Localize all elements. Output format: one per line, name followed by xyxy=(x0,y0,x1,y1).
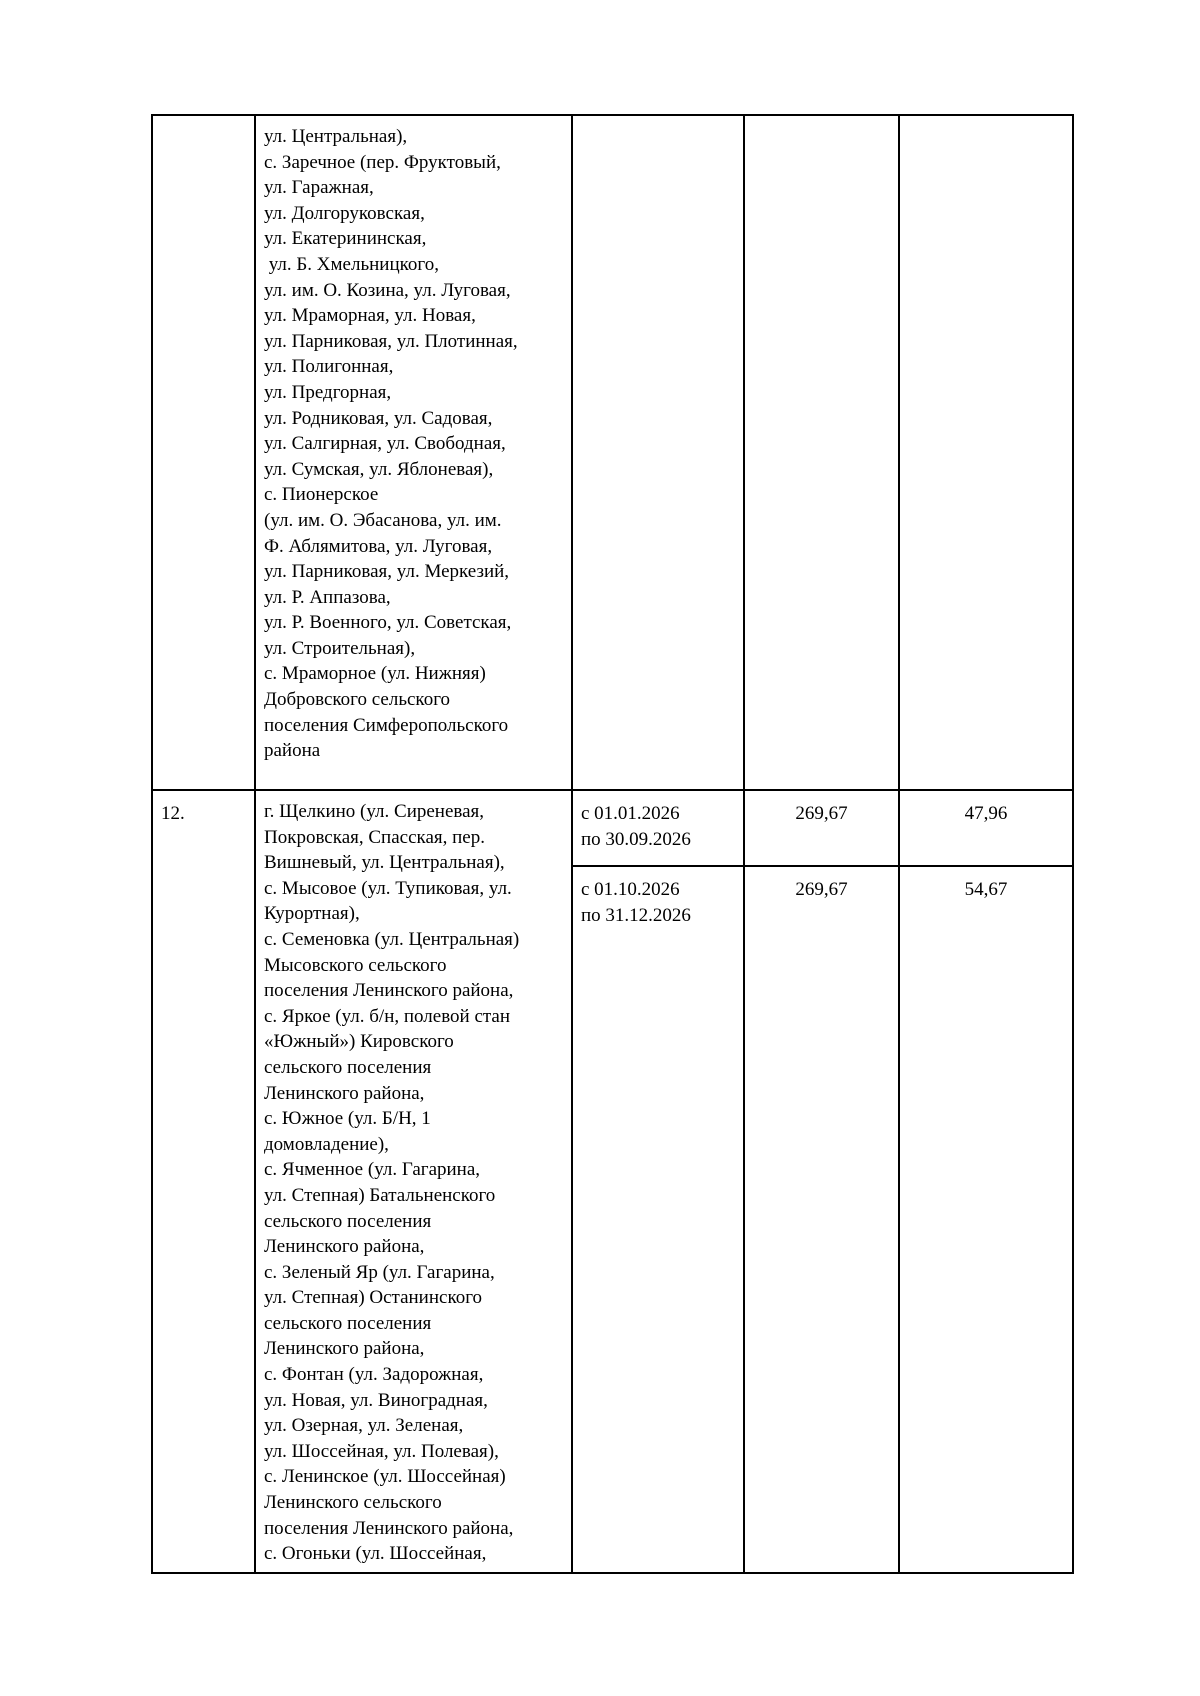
territory-line: поселения Ленинского района, xyxy=(264,980,514,1002)
territory-line: Ленинского района, xyxy=(264,1338,425,1360)
territory-line: ул. Салгирная, ул. Свободная, xyxy=(264,433,506,455)
territory-line: ул. Мраморная, ул. Новая, xyxy=(264,305,476,327)
territory-line: с. Яркое (ул. б/н, полевой стан xyxy=(264,1005,511,1027)
period-cell xyxy=(572,790,744,866)
territory-line: с. Ячменное (ул. Гагарина, xyxy=(264,1159,481,1181)
territory-line: «Южный») Кировского xyxy=(264,1031,454,1053)
territory-line: Ф. Аблямитова, ул. Луговая, xyxy=(264,535,493,557)
territory-line: ул. Р. Военного, ул. Советская, xyxy=(264,612,512,634)
territory-line: Мысовского сельского xyxy=(264,954,447,976)
territory-line: с. Ленинское (ул. Шоссейная) xyxy=(264,1466,506,1488)
table-row xyxy=(152,115,1073,790)
value-b-cell xyxy=(899,115,1073,790)
territory-line: ул. им. О. Козина, ул. Луговая, xyxy=(264,279,511,301)
territory-line: Вишневый, ул. Центральная), xyxy=(264,852,505,874)
territory-line: (ул. им. О. Эбасанова, ул. им. xyxy=(264,509,502,531)
territory-line: с. Мраморное (ул. Нижняя) xyxy=(264,663,486,685)
territory-line: с. Мысовое (ул. Тупиковая, ул. xyxy=(264,877,512,899)
territory-line: ул. Гаражная, xyxy=(264,177,374,199)
territory-cell xyxy=(255,115,572,790)
territory-line: ул. Степная) Останинского xyxy=(264,1287,483,1309)
value-b-cell: 54,67 xyxy=(899,866,1073,1573)
territory-line: ул. Шоссейная, ул. Полевая), xyxy=(264,1440,499,1462)
territory-line: с. Пионерское xyxy=(264,484,379,506)
period-from: с 01.01.2026 xyxy=(581,803,680,824)
territory-line: с. Зеленый Яр (ул. Гагарина, xyxy=(264,1261,495,1283)
territory-line: района xyxy=(264,740,321,762)
territory-line: Ленинского сельского xyxy=(264,1492,442,1514)
territory-line: с. Огоньки (ул. Шоссейная, xyxy=(264,1543,487,1565)
value-a-cell xyxy=(744,115,899,790)
territory-line: ул. Б. Хмельницкого, xyxy=(264,253,439,275)
territory-line: ул. Родниковая, ул. Садовая, xyxy=(264,407,493,429)
row-number-cell xyxy=(152,115,255,790)
territory-line: Ленинского района, xyxy=(264,1082,425,1104)
territory-line: ул. Сумская, ул. Яблоневая), xyxy=(264,458,494,480)
period-cell xyxy=(572,866,744,1573)
value-a-cell: 269,67 xyxy=(744,790,899,866)
territory-line: сельского поселения xyxy=(264,1056,432,1078)
territory-line: ул. Озерная, ул. Зеленая, xyxy=(264,1415,464,1437)
territory-line: поселения Ленинского района, xyxy=(264,1517,514,1539)
value-b-cell: 47,96 xyxy=(899,790,1073,866)
period-to: по 31.12.2026 xyxy=(581,904,691,926)
territory-line: Ленинского района, xyxy=(264,1236,425,1258)
territory-cell xyxy=(255,790,572,1573)
territory-line: ул. Парниковая, ул. Плотинная, xyxy=(264,330,518,352)
territory-line: домовладение), xyxy=(264,1133,389,1155)
territory-line: Курортная), xyxy=(264,903,360,925)
territory-line: ул. Центральная), xyxy=(264,126,408,147)
territory-line: Добровского сельского xyxy=(264,689,451,711)
period-from: с 01.10.2026 xyxy=(581,879,680,900)
period-cell xyxy=(572,115,744,790)
table-row xyxy=(152,790,1073,866)
territory-line: ул. Екатерининская, xyxy=(264,228,427,250)
territory-line: поселения Симферопольского xyxy=(264,714,509,736)
territory-line: Покровская, Спасская, пер. xyxy=(264,826,485,848)
territory-line: сельского поселения xyxy=(264,1210,432,1232)
value-a-cell: 269,67 xyxy=(744,866,899,1573)
territory-line: ул. Парниковая, ул. Меркезий, xyxy=(264,561,510,583)
territory-line: ул. Долгоруковская, xyxy=(264,202,425,224)
tariff-table xyxy=(151,114,1074,1574)
territory-line: ул. Новая, ул. Виноградная, xyxy=(264,1389,488,1411)
territory-line: сельского поселения xyxy=(264,1312,432,1334)
territory-line: г. Щелкино (ул. Сиреневая, xyxy=(264,801,485,822)
territory-line: с. Южное (ул. Б/Н, 1 xyxy=(264,1108,431,1130)
territory-line: с. Фонтан (ул. Задорожная, xyxy=(264,1364,484,1386)
territory-line: ул. Полигонная, xyxy=(264,356,394,378)
territory-line: ул. Предгорная, xyxy=(264,381,392,403)
territory-line: ул. Строительная), xyxy=(264,637,416,659)
territory-line: с. Семеновка (ул. Центральная) xyxy=(264,928,520,950)
row-number-cell: 12. xyxy=(152,790,255,1573)
territory-line: ул. Р. Аппазова, xyxy=(264,586,391,608)
period-to: по 30.09.2026 xyxy=(581,828,691,850)
territory-line: с. Заречное (пер. Фруктовый, xyxy=(264,151,501,173)
territory-line: ул. Степная) Батальненского xyxy=(264,1184,496,1206)
